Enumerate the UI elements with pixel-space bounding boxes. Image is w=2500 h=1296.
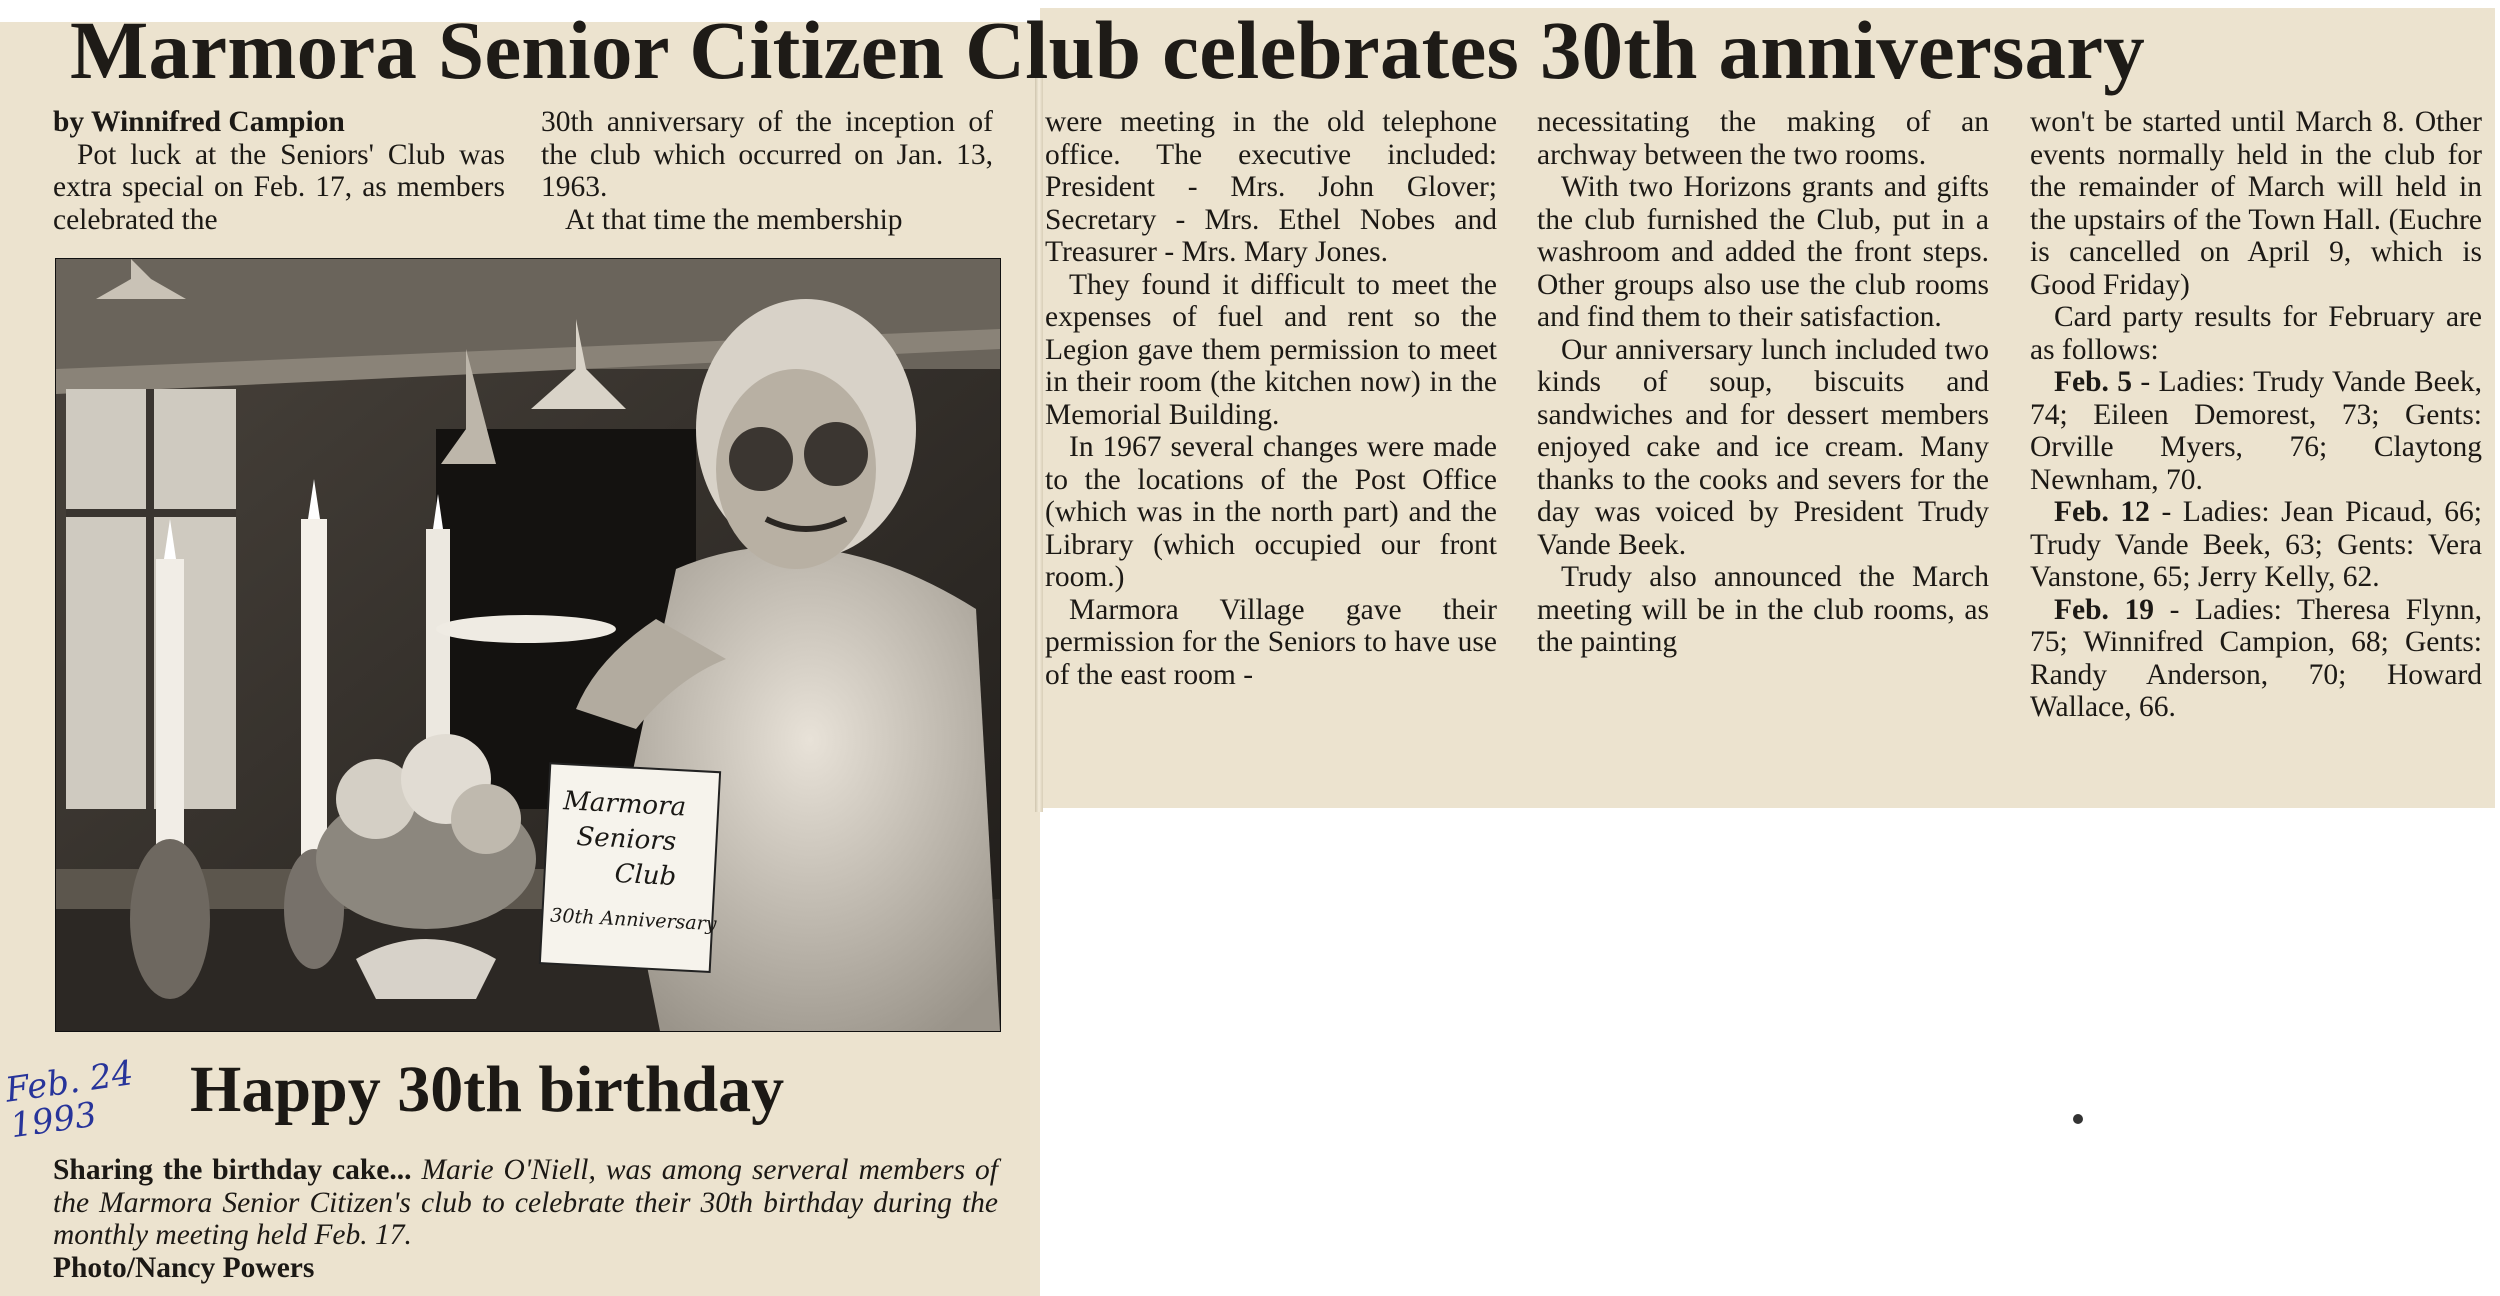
result-date: Feb. 12 — [2054, 496, 2150, 528]
paragraph: Card party results for February are as follows: — [2030, 301, 2482, 366]
paragraph: With two Horizons grants and gifts the club furnished the Club, put in a washroom and added the front steps. Other groups also use the club rooms and find them to their satisfaction. — [1537, 171, 1989, 333]
result-entry — [2030, 496, 2482, 594]
result-entry — [2030, 594, 2482, 724]
result-date: Feb. 19 — [2054, 593, 2154, 626]
paragraph: Pot luck at the Seniors' Club was extra special on Feb. 17, as members celebrated the — [53, 138, 505, 236]
column-2 — [541, 106, 993, 236]
column-4 — [1537, 106, 1989, 659]
result-text: - Ladies: Theresa Flynn, 75; Winnifred Campion, 68; Gents: Randy Anderson, 70; Howard Wallace, 66. — [2030, 593, 2482, 723]
photo-title: Happy 30th birthday — [190, 1053, 785, 1126]
paragraph: necessitating the making of an archway between the two rooms. — [1537, 106, 1989, 171]
sign-text: 30th Anniversary — [549, 904, 718, 936]
headline: Marmora Senior Citizen Club celebrates 30th anniversary — [70, 4, 2145, 96]
paragraph: won't be started until March 8. Other events normally held in the club for the remainder of March will held in the upstairs of the Town Hall. (Euchre is cancelled on April 9, which is Good Friday) — [2030, 106, 2482, 301]
paragraph: They found it difficult to meet the expenses of fuel and rent so the Legion gave them permission to meet in their room (the kitchen now) in the Memorial Building. — [1045, 268, 1497, 431]
paragraph: were meeting in the old telephone office. The executive included: President - Mrs. John Glover; Secretary - Mrs. Ethel Nobes and Treasurer - Mrs. Mary Jones. — [1045, 106, 1497, 268]
paragraph: 30th anniversary of the inception of the club which occurred on Jan. 13, 1963. — [541, 106, 993, 203]
sign-text: Club — [613, 858, 677, 893]
column-1 — [53, 106, 505, 236]
caption-body: Marie O'Niell, was among serveral members of the Marmora Senior Citizen's club to celebrate their 30th birthday during the monthly meeting held Feb. 17. — [53, 1154, 998, 1251]
paragraph: Marmora Village gave their permission for the Seniors to have use of the east room - — [1045, 593, 1497, 691]
caption-lead: Sharing the birthday cake... — [53, 1154, 412, 1186]
byline: by Winnifred Campion — [53, 106, 345, 138]
ink-dot — [2073, 1114, 2083, 1124]
result-date: Feb. 5 — [2054, 366, 2132, 398]
sign-text: Marmora — [562, 786, 687, 823]
result-text: - Ladies: Trudy Vande Beek, 74; Eileen Demorest, 73; Gents: Orville Myers, 76; Claytong Newnham, 70. — [2030, 366, 2482, 496]
paragraph: In 1967 several changes were made to the locations of the Post Office (which was in the north part) and the Library (which occupied our front room.) — [1045, 431, 1497, 593]
result-text: - Ladies: Jean Picaud, 66; Trudy Vande Beek, 63; Gents: Vera Vanstone, 65; Jerry Kelly, 62. — [2030, 496, 2482, 593]
sign-text: Seniors — [575, 821, 677, 858]
handwritten-date: Feb. 24 1993 — [2, 1053, 136, 1147]
paragraph: At that time the membership — [565, 203, 903, 236]
clipping-join — [1035, 22, 1043, 812]
column-5 — [2030, 106, 2482, 724]
photo-credit: Photo/Nancy Powers — [53, 1251, 315, 1284]
result-entry — [2030, 366, 2482, 496]
photo-caption — [53, 1154, 998, 1284]
paragraph: Our anniversary lunch included two kinds of soup, biscuits and sandwiches and for dessert members enjoyed cake and ice cream. Many thanks to the cooks and severs for the day was voiced by President Trudy Vande Beek. — [1537, 333, 1989, 561]
anniversary-photo — [55, 258, 1001, 1032]
paragraph: Trudy also announced the March meeting will be in the club rooms, as the painting — [1537, 561, 1989, 658]
column-3 — [1045, 106, 1497, 691]
